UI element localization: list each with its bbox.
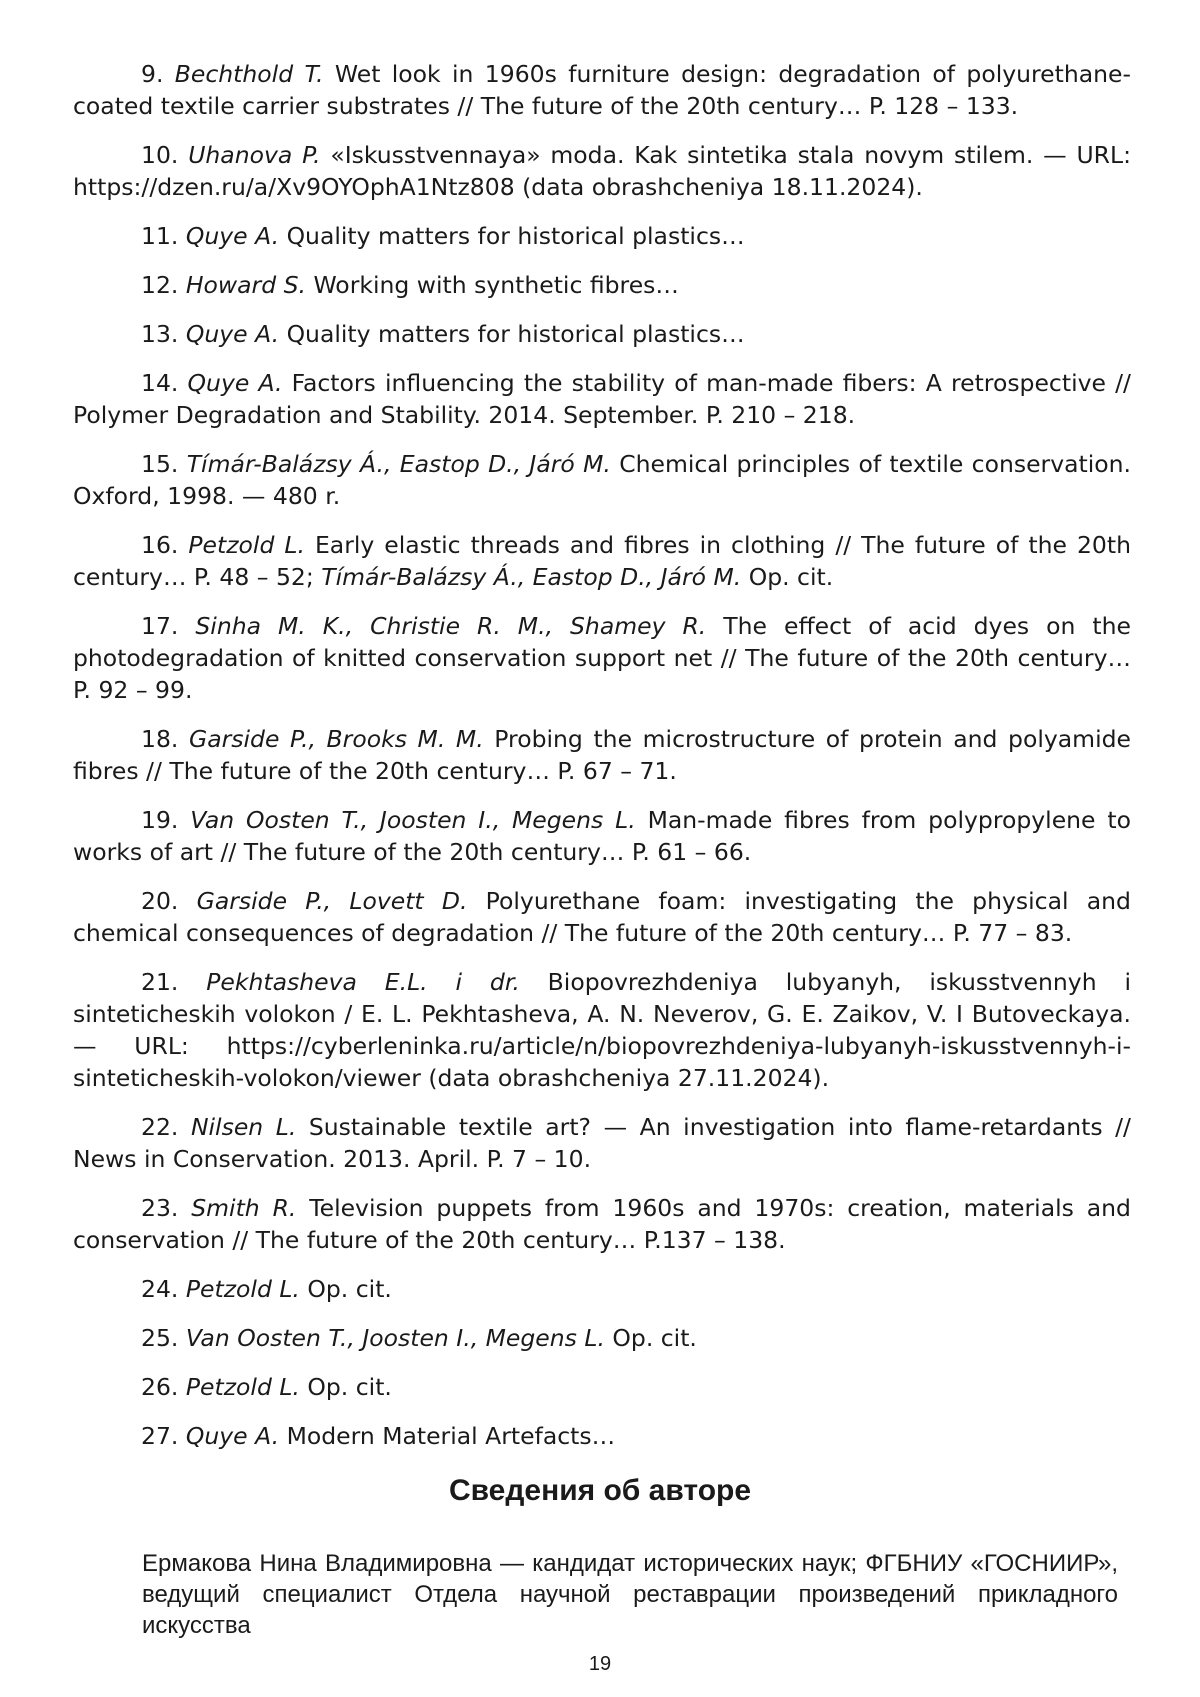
- reference-author: Tímár-Balázsy Á., Eastop D., Járó M.: [186, 450, 611, 478]
- reference-number: 14.: [141, 369, 179, 397]
- reference-number: 17.: [141, 612, 179, 640]
- reference-author: Petzold L.: [185, 1373, 300, 1401]
- reference-number: 21.: [141, 968, 179, 996]
- reference-number: 16.: [141, 531, 179, 559]
- reference-number: 27.: [141, 1422, 179, 1450]
- reference-item: [73, 220, 1131, 252]
- reference-item: [73, 966, 1131, 1094]
- reference-author: Petzold L.: [188, 531, 305, 559]
- reference-author: Petzold L.: [185, 1275, 300, 1303]
- reference-author: Nilsen L.: [190, 1113, 297, 1141]
- reference-author-secondary: Tímár-Balázsy Á., Eastop D., Járó M.: [321, 563, 742, 591]
- reference-item: [73, 58, 1131, 122]
- reference-item: [73, 1420, 1131, 1452]
- reference-number: 20.: [141, 887, 179, 915]
- reference-text: Op. cit.: [307, 1275, 392, 1303]
- reference-item: [73, 139, 1131, 203]
- reference-text: Probing the microstructure of protein and polyamide fibres // The future of the 20th century… P. 67 – 71.: [73, 725, 1131, 785]
- reference-item: [73, 1111, 1131, 1175]
- reference-author: Garside P., Brooks M. M.: [189, 725, 484, 753]
- reference-text: Chemical principles of textile conservation. Oxford, 1998. — 480 r.: [73, 450, 1131, 510]
- reference-text: Op. cit.: [307, 1373, 392, 1401]
- reference-item: [73, 1192, 1131, 1256]
- author-bio: Ермакова Нина Владимировна — кандидат исторических наук; ФГБНИУ «ГОСНИИР», ведущий специалист Отдела научной реставрации произведений прикладного искусства: [142, 1550, 1118, 1639]
- reference-number: 15.: [141, 450, 179, 478]
- reference-text: Sustainable textile art? — An investigation into flame-retardants // News in Conservation. 2013. April. P. 7 – 10.: [73, 1113, 1131, 1173]
- reference-number: 12.: [141, 271, 179, 299]
- reference-text: Factors influencing the stability of man-made fibers: A retrospective // Polymer Degradation and Stability. 2014. September. P. 210 – 218.: [73, 369, 1131, 429]
- reference-item: [73, 610, 1131, 706]
- reference-number: 23.: [141, 1194, 179, 1222]
- reference-author: Quye A.: [187, 369, 283, 397]
- reference-number: 24.: [141, 1275, 179, 1303]
- reference-text-secondary: Op. cit.: [748, 563, 834, 591]
- author-section-title: Сведения об авторе: [448, 1474, 752, 1507]
- reference-author: Smith R.: [191, 1194, 297, 1222]
- reference-text: Television puppets from 1960s and 1970s: creation, materials and conservation // The future of the 20th century… P.137 – 138.: [73, 1194, 1131, 1254]
- reference-item: [73, 885, 1131, 949]
- reference-text: Polyurethane foam: investigating the physical and chemical consequences of degradation // The future of the 20th century… P. 77 – 83.: [73, 887, 1131, 947]
- reference-text: Man-made fibres from polypropylene to works of art // The future of the 20th century… P. 61 – 66.: [73, 806, 1131, 866]
- reference-author: Van Oosten T., Joosten I., Megens L.: [190, 806, 636, 834]
- reference-text: Quality matters for historical plastics…: [286, 320, 745, 348]
- reference-item: [73, 269, 1131, 301]
- reference-author: Quye A.: [185, 222, 280, 250]
- reference-item: [73, 1322, 1131, 1354]
- reference-number: 22.: [141, 1113, 179, 1141]
- reference-author: Howard S.: [185, 271, 306, 299]
- reference-text: Working with synthetic fibres…: [313, 271, 679, 299]
- page-number: 19: [588, 1653, 612, 1675]
- reference-author: Van Oosten T., Joosten I., Megens L.: [185, 1324, 605, 1352]
- reference-number: 18.: [141, 725, 179, 753]
- reference-item: [73, 804, 1131, 868]
- reference-number: 19.: [141, 806, 179, 834]
- reference-list: [73, 58, 1131, 1469]
- reference-text: The effect of acid dyes on the photodegradation of knitted conservation support net // The future of the 20th century… P. 92 – 99.: [73, 612, 1131, 704]
- reference-number: 10.: [141, 141, 179, 169]
- reference-author: Sinha M. K., Christie R. M., Shamey R.: [195, 612, 707, 640]
- reference-item: [73, 318, 1131, 350]
- reference-author: Quye A.: [185, 320, 280, 348]
- reference-item: [73, 1371, 1131, 1403]
- reference-author: Quye A.: [185, 1422, 280, 1450]
- reference-text: Biopovrezhdeniya lubyanyh, iskusstvennyh i sinteticheskih volokon / E. L. Pekhtasheva, A. N. Neverov, G. E. Zaikov, V. I Butoveckaya. — URL: https://cyberleninka.ru/article/n/biopovrezhdeniya-lubyanyh-iskusstvennyh-i-sinteticheskih-volokon/viewer (data obrashcheniya 27.11.2024).: [73, 968, 1131, 1092]
- reference-author: Bechthold T.: [174, 60, 324, 88]
- reference-author: Garside P., Lovett D.: [196, 887, 468, 915]
- reference-text: Early elastic threads and fibres in clothing // The future of the 20th century… P. 48 – 52;: [73, 531, 1131, 591]
- reference-author: Pekhtasheva E.L. i dr.: [206, 968, 520, 996]
- reference-number: 25.: [141, 1324, 179, 1352]
- reference-number: 11.: [141, 222, 179, 250]
- reference-item: [73, 1273, 1131, 1305]
- reference-item: [73, 367, 1131, 431]
- reference-number: 9.: [141, 60, 164, 88]
- reference-number: 13.: [141, 320, 179, 348]
- reference-text: «Iskusstvennaya» moda. Kak sintetika stala novym stilem. — URL: https://dzen.ru/a/Xv9OYOphA1Ntz808 (data obrashcheniya 18.11.2024).: [73, 141, 1131, 201]
- reference-author: Uhanova P.: [188, 141, 321, 169]
- reference-text: Modern Material Artefacts…: [286, 1422, 616, 1450]
- reference-number: 26.: [141, 1373, 179, 1401]
- reference-text: Op. cit.: [612, 1324, 697, 1352]
- reference-item: [73, 448, 1131, 512]
- reference-item: [73, 529, 1131, 593]
- reference-item: [73, 723, 1131, 787]
- reference-text: Wet look in 1960s furniture design: degradation of polyurethane-coated textile carrier substrates // The future of the 20th century… P. 128 – 133.: [73, 60, 1131, 120]
- reference-text: Quality matters for historical plastics…: [286, 222, 745, 250]
